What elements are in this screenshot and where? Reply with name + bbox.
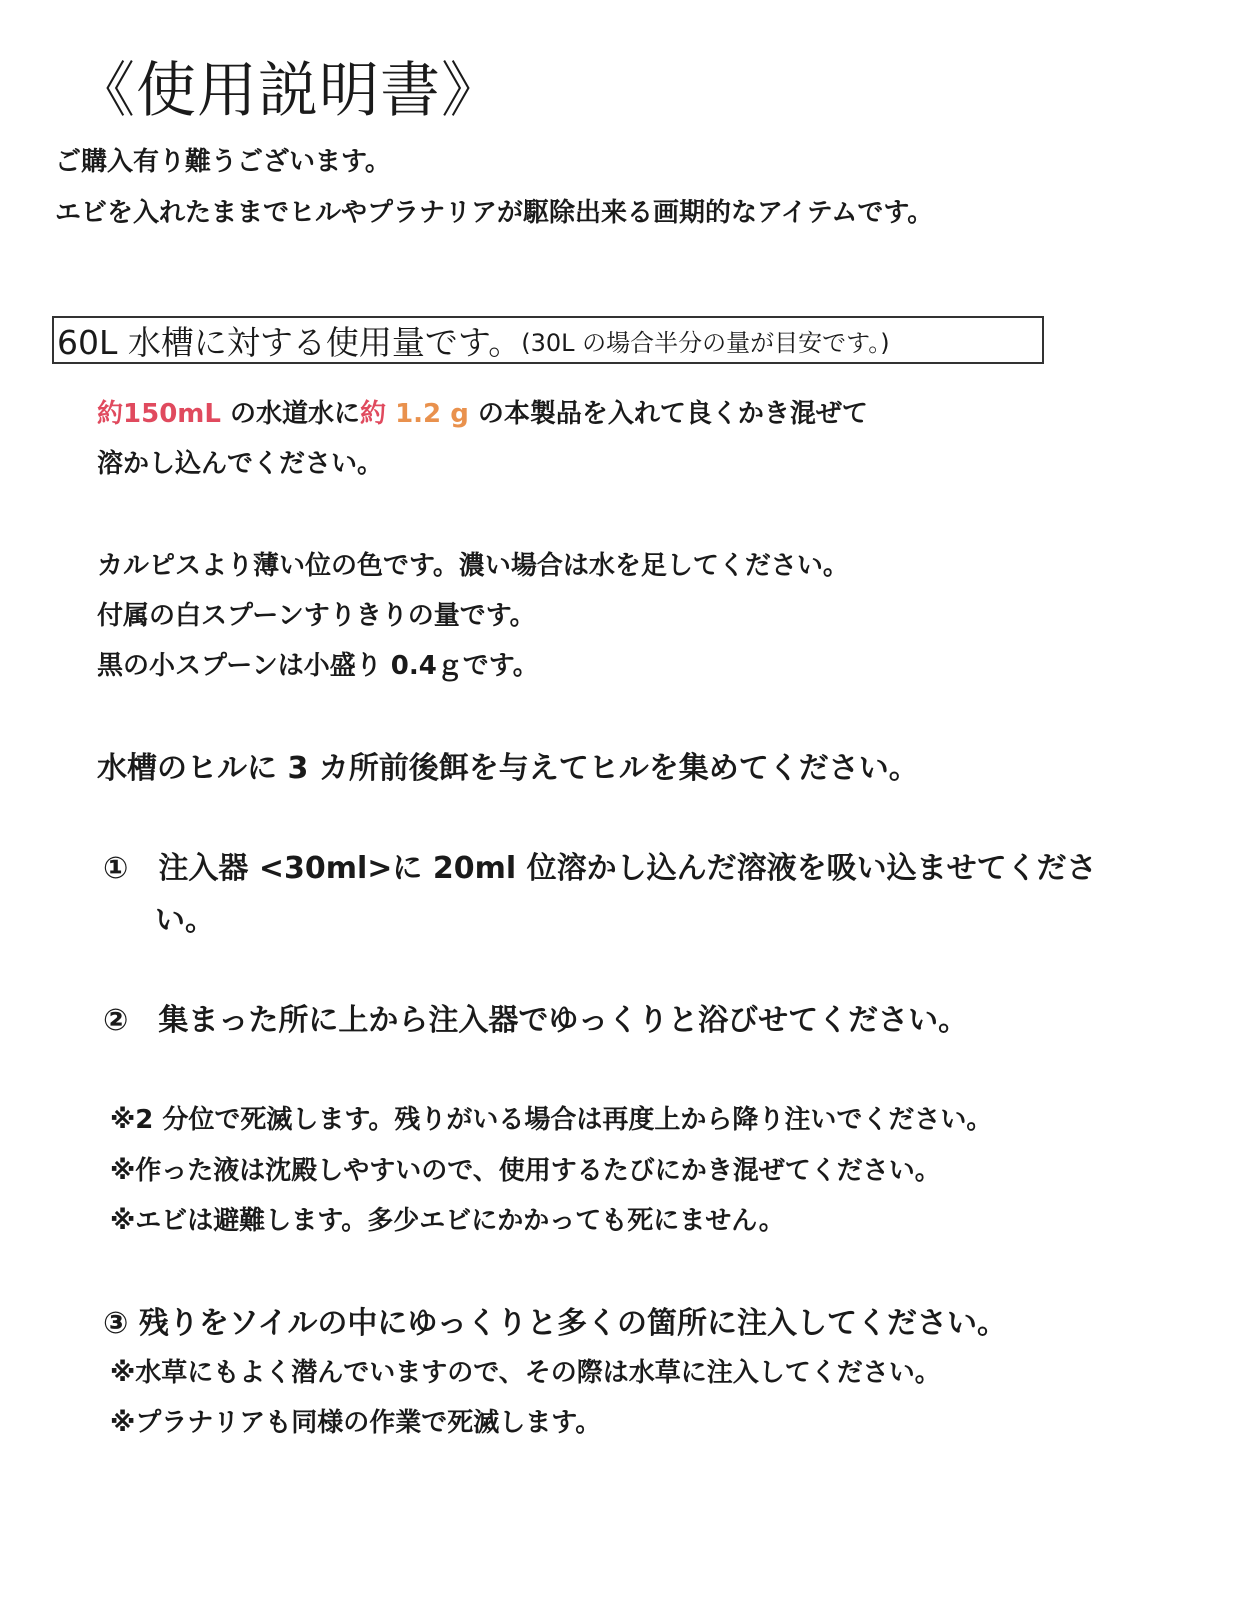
intro-thanks: ご購入有り難うございます。	[55, 147, 391, 177]
instruction-line-1	[97, 400, 868, 429]
note-a-3: ※エビは避難します。多少エビにかかっても死にません。	[110, 1206, 785, 1236]
about-label-1: 約	[97, 399, 124, 429]
intro-description: エビを入れたままでヒルやプラナリアが駆除出来る画期的なアイテムです。	[55, 198, 934, 228]
note-b-2: ※プラナリアも同様の作業で死滅します。	[110, 1408, 602, 1438]
gather-instruction: 水槽のヒルに 3 カ所前後餌を与えてヒルを集めてください。	[97, 751, 919, 786]
note-b-1: ※水草にもよく潜んでいますので、その際は水草に注入してください。	[110, 1358, 941, 1388]
dosage-note: (30L の場合半分の量が目安です。)	[521, 328, 890, 357]
step-1-line-1: ① 注入器 <30ml>に 20ml 位溶かし込んだ溶液を吸い込ませてくださ	[103, 851, 1097, 886]
dosage-box	[52, 316, 1044, 364]
info-white-spoon: 付属の白スプーンすりきりの量です。	[97, 601, 536, 631]
about-label-2: 約	[360, 399, 387, 429]
instruction-text-b: の本製品を入れて良くかき混ぜて	[468, 399, 868, 429]
note-a-2: ※作った液は沈殿しやすいので、使用するたびにかき混ぜてください。	[110, 1156, 941, 1186]
instruction-text-a: の水道水に	[220, 399, 361, 429]
info-color: カルピスより薄い位の色です。濃い場合は水を足してください。	[97, 551, 849, 581]
step-2: ② 集まった所に上から注入器でゆっくりと浴びせてください。	[103, 1003, 969, 1038]
document-title: 《使用説明書》	[75, 56, 502, 126]
info-black-spoon: 黒の小スプーンは小盛り 0.4ｇです。	[97, 651, 539, 681]
instruction-line-2: 溶かし込んでください。	[97, 449, 384, 479]
note-a-1: ※2 分位で死滅します。残りがいる場合は再度上から降り注いでください。	[110, 1105, 993, 1135]
product-amount: 1.2 g	[386, 399, 469, 429]
dosage-main: 60L 水槽に対する使用量です。	[57, 322, 522, 362]
water-amount: 150mL	[123, 399, 221, 429]
step-3: ③ 残りをソイルの中にゆっくりと多くの箇所に注入してください。	[103, 1306, 1008, 1341]
step-1-line-2: い。	[155, 903, 215, 938]
